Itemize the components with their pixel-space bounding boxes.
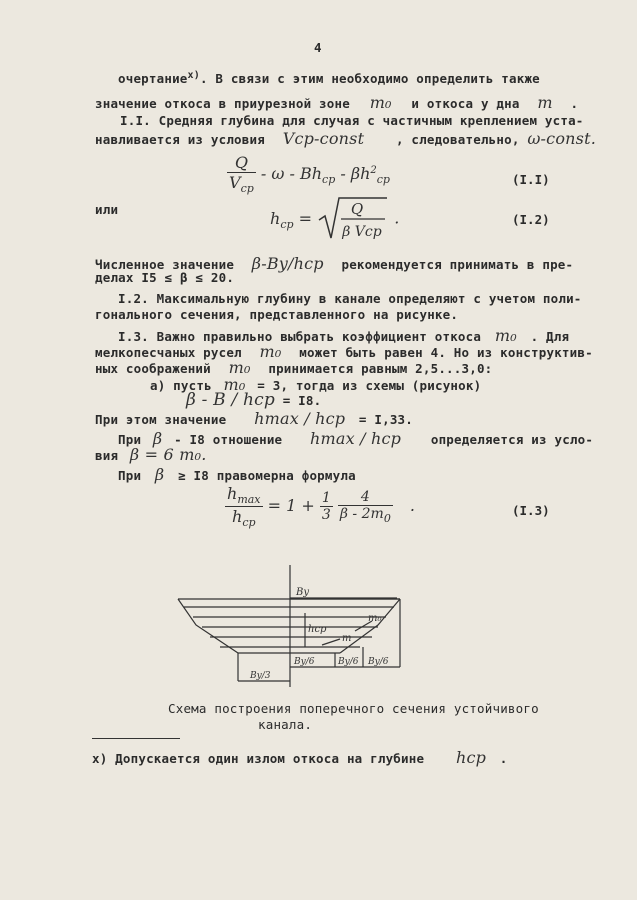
- fig-label-b6b: By/6: [338, 657, 359, 667]
- text-line-4: навливается из условия Vср-const , следовательно, ω-const.: [95, 129, 596, 148]
- text-line-14: При этом значение hmax / hср = I,33.: [95, 409, 414, 428]
- text-line-15: При β - I8 отношение hmax / hср определяется из усло-: [118, 429, 594, 448]
- channel-cross-section-figure: [0, 565, 637, 695]
- text-line-16: вия β = 6 m₀.: [95, 445, 207, 464]
- text-line-12: а) пусть m₀ = 3, тогда из схемы (рисунок): [150, 375, 482, 394]
- fig-label-b6a: By/6: [294, 657, 315, 667]
- text-line-13: β - B / hср = I8.: [186, 390, 322, 410]
- svg-text:β Vcp: β Vcp: [342, 224, 382, 240]
- text-line-10: мелкопесчаных русел m₀ может быть равен 4. Но из конструктив-: [95, 342, 593, 361]
- fig-label-hcp: hср: [308, 624, 327, 635]
- text-line-8: гонального сечения, представленного на рисунке.: [95, 307, 459, 322]
- figure-caption-line-2: канала.: [258, 717, 313, 732]
- text-line-6: делах I5 ≤ β ≤ 20.: [95, 270, 235, 285]
- equation-1-1-number: (I.I): [512, 172, 550, 187]
- page-number: 4: [314, 40, 322, 55]
- text-line-17: При β ≥ I8 правомерна формула: [118, 465, 356, 484]
- fig-label-m0: m₀: [368, 613, 382, 624]
- text-line-9: I.3. Важно правильно выбрать коэффициент откоса m₀ . Для: [118, 326, 570, 345]
- fig-label-top: By: [296, 587, 309, 598]
- equation-1-3-number: (I.3): [512, 503, 550, 518]
- text-ili: или: [95, 202, 119, 217]
- text-line-1: очертание$^{x)}$. В связи с этим необходимо определить также: [118, 70, 540, 87]
- fig-label-b3: By/3: [250, 671, 271, 681]
- text-line-3: I.I. Средняя глубина для случая с частичным креплением уста-: [120, 113, 584, 128]
- figure-caption-line-1: Схема построения поперечного сечения устойчивого: [168, 701, 539, 716]
- equation-1-2-number: (I.2): [512, 212, 550, 227]
- text-line-2: значение откоса в приурезной зоне m₀ и откоса у дна m .: [95, 93, 579, 112]
- equation-1-2: $h_{cp}$ = Q β Vcp .: [270, 200, 400, 240]
- svg-text:Q: Q: [350, 200, 364, 218]
- text-line-7: I.2. Максимальную глубину в канале определяют с учетом поли-: [118, 291, 582, 306]
- equation-1-1: $\frac{Q}{V_{cp}}$ - ω - $Bh_{cp} - \beta h^2_{cp}$: [229, 153, 390, 195]
- equation-1-3: $\frac{h_{max}}{h_{cp}}$ = 1 + $\frac{1}{3}$ $\frac{4}{\beta - 2m_0}$ .: [227, 484, 415, 529]
- footnote: x) Допускается один излом откоса на глубине hср .: [92, 748, 508, 767]
- fig-label-m: m: [342, 633, 352, 644]
- text-line-11: ных соображений m₀ принимается равным 2,5...3,0:: [95, 358, 493, 377]
- footnote-separator: [92, 738, 180, 739]
- fig-label-b6c: By/6: [368, 657, 389, 667]
- text-line-5: Численное значение β-By/hср рекомендуется принимать в пре-: [95, 254, 574, 273]
